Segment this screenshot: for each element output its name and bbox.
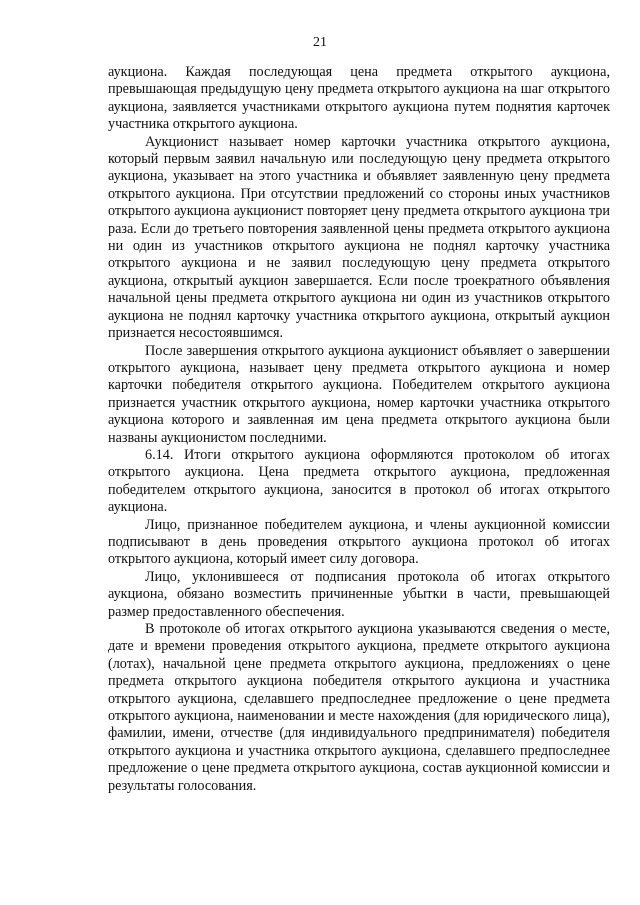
paragraph-auction-completion: После завершения открытого аукциона аукционист объявляет о завершении открытого аукциона, называет цену предмета открытого аукциона и номер карточки победителя открытого аукциона. Победителем открытого аукциона признается участник открытого аукциона, номер карточки участника открытого аукциона которого и заявленная им цена предмета открытого аукциона были названы аукционистом последними.: [108, 342, 610, 446]
paragraph-auctioneer-calls: Аукционист называет номер карточки участника открытого аукциона, который первым заявил начальную или последующую цену предмета открытого аукциона, указывает на этого участника и объявляет заявленную цену предмета открытого аукциона. При отсутствии предложений со стороны иных участников открытого аукциона аукционист повторяет цену предмета открытого аукциона три раза. Если до третьего повторения заявленной цены предмета открытого аукциона ни один из участников открытого аукциона не поднял карточку участника открытого аукциона и не заявил последующую цену предмета открытого аукциона, открытый аукцион завершается. Если после троекратного объявления начальной цены предмета открытого аукциона ни один из участников открытого аукциона не поднял карточку участника открытого аукциона, открытый аукцион признается несостоявшимся.: [108, 133, 610, 342]
paragraph-evasion-liability: Лицо, уклонившееся от подписания протокола об итогах открытого аукциона, обязано возместить причиненные убытки в части, превышающей размер предоставленного обеспечения.: [108, 568, 610, 620]
paragraph-6-14-results: 6.14. Итоги открытого аукциона оформляются протоколом об итогах открытого аукциона. Цена предмета открытого аукциона, предложенная победителем открытого аукциона, заносится в протокол об итогах открытого аукциона.: [108, 446, 610, 516]
paragraph-winner-signing: Лицо, признанное победителем аукциона, и члены аукционной комиссии подписывают в день проведения открытого аукциона протокол об итогах открытого аукциона, который имеет силу договора.: [108, 516, 610, 568]
paragraph-continuation: аукциона. Каждая последующая цена предмета открытого аукциона, превышающая предыдущую цену предмета открытого аукциона на шаг открытого аукциона, заявляется участниками открытого аукциона путем поднятия карточек участника открытого аукциона.: [108, 64, 610, 133]
page-number: 21: [313, 35, 327, 50]
paragraph-protocol-contents: В протоколе об итогах открытого аукциона указываются сведения о месте, дате и времени проведения открытого аукциона, предмете открытого аукциона (лотах), начальной цене предмета открытого аукциона, предложениях о цене предмета открытого аукциона победителя открытого аукциона и участника открытого аукциона, сделавшего предпоследнее предложение о цене предмета открытого аукциона, наименовании и месте нахождения (для юридического лица), фамилии, имени, отчестве (для индивидуального предпринимателя) победителя открытого аукциона и участника открытого аукциона, сделавшего предпоследнее предложение о цене предмета открытого аукциона, состав аукционной комиссии и результаты голосования.: [108, 621, 610, 794]
document-body: [108, 64, 610, 795]
